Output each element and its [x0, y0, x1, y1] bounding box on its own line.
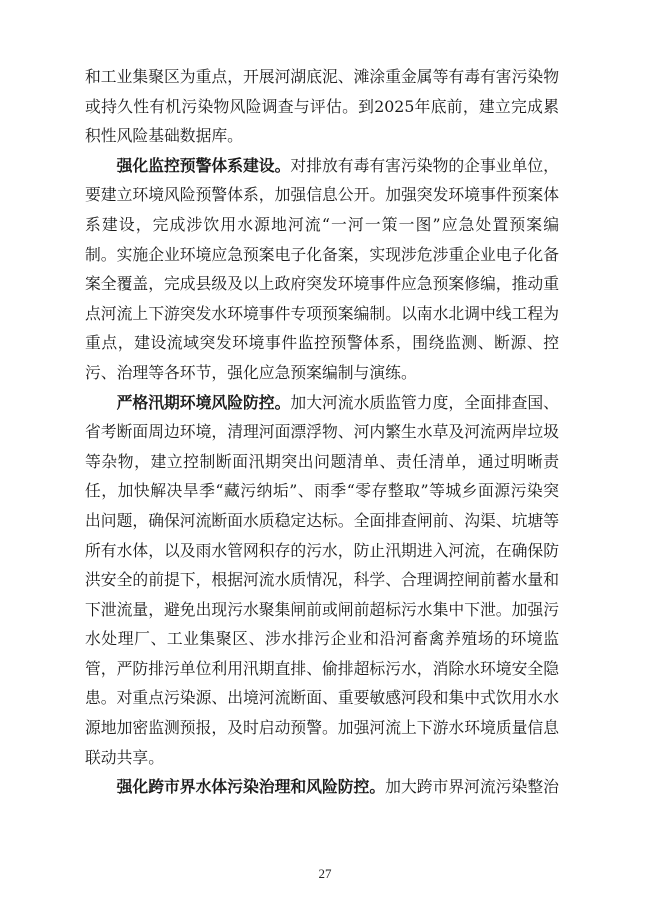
- paragraph-body: 和工业集聚区为重点，开展河湖底泥、滩涂重金属等有毒有害污染物或持久性有机污染物风险调查与评估。到2025年底前，建立完成累积性风险基础数据库。: [85, 67, 559, 146]
- paragraph-flood-season-risk: [85, 388, 559, 773]
- paragraph-heading: 严格汛期环境风险防控。: [116, 392, 291, 412]
- page-number: 27: [318, 866, 332, 881]
- paragraph-body: 加大跨市界河流污染整治: [385, 777, 559, 797]
- paragraph-monitoring-warning: [85, 151, 559, 388]
- paragraph-heading: 强化监控预警体系建设。: [116, 155, 291, 175]
- paragraph-continued: [85, 62, 559, 151]
- paragraph-cross-city-pollution: [85, 772, 559, 802]
- paragraph-body: 加大河流水质监管力度，全面排查国、省考断面周边环境，清理河面漂浮物、河内繁生水草及河流两岸垃圾等杂物，建立控制断面汛期突出问题清单、责任清单，通过明晰责任，加快解决旱季“藏污纳垢”、雨季“零存整取”等城乡面源污染突出问题，确保河流断面水质稳定达标。全面排查闸前、沟渠、坑塘等所有水体，以及雨水管网积存的污水，防止汛期进入河流，在确保防洪安全的前提下，根据河流水质情况，科学、合理调控闸前蓄水量和下泄流量，避免出现污水聚集闸前或闸前超标污水集中下泄。加强污水处理厂、工业集聚区、涉水排污企业和沿河畜禽养殖场的环境监管，严防排污单位利用汛期直排、偷排超标污水，消除水环境安全隐患。对重点污染源、出境河流断面、重要敏感河段和集中式饮用水水源地加密监测预报，及时启动预警。加强河流上下游水环境质量信息联动共享。: [85, 392, 559, 767]
- paragraph-heading: 强化跨市界水体污染治理和风险防控。: [116, 777, 386, 797]
- body-text: [85, 62, 559, 802]
- paragraph-body: 对排放有毒有害污染物的企事业单位，要建立环境风险预警体系，加强信息公开。加强突发环境事件预案体系建设，完成涉饮用水源地河流“一河一策一图”应急处置预案编制。实施企业环境应急预案电子化备案，实现涉危涉重企业电子化备案全覆盖，完成县级及以上政府突发环境事件应急预案修编，推动重点河流上下游突发水环境事件专项预案编制。以南水北调中线工程为重点，建设流域突发环境事件监控预警体系，围绕监测、断源、控污、治理等各环节，强化应急预案编制与演练。: [85, 155, 559, 382]
